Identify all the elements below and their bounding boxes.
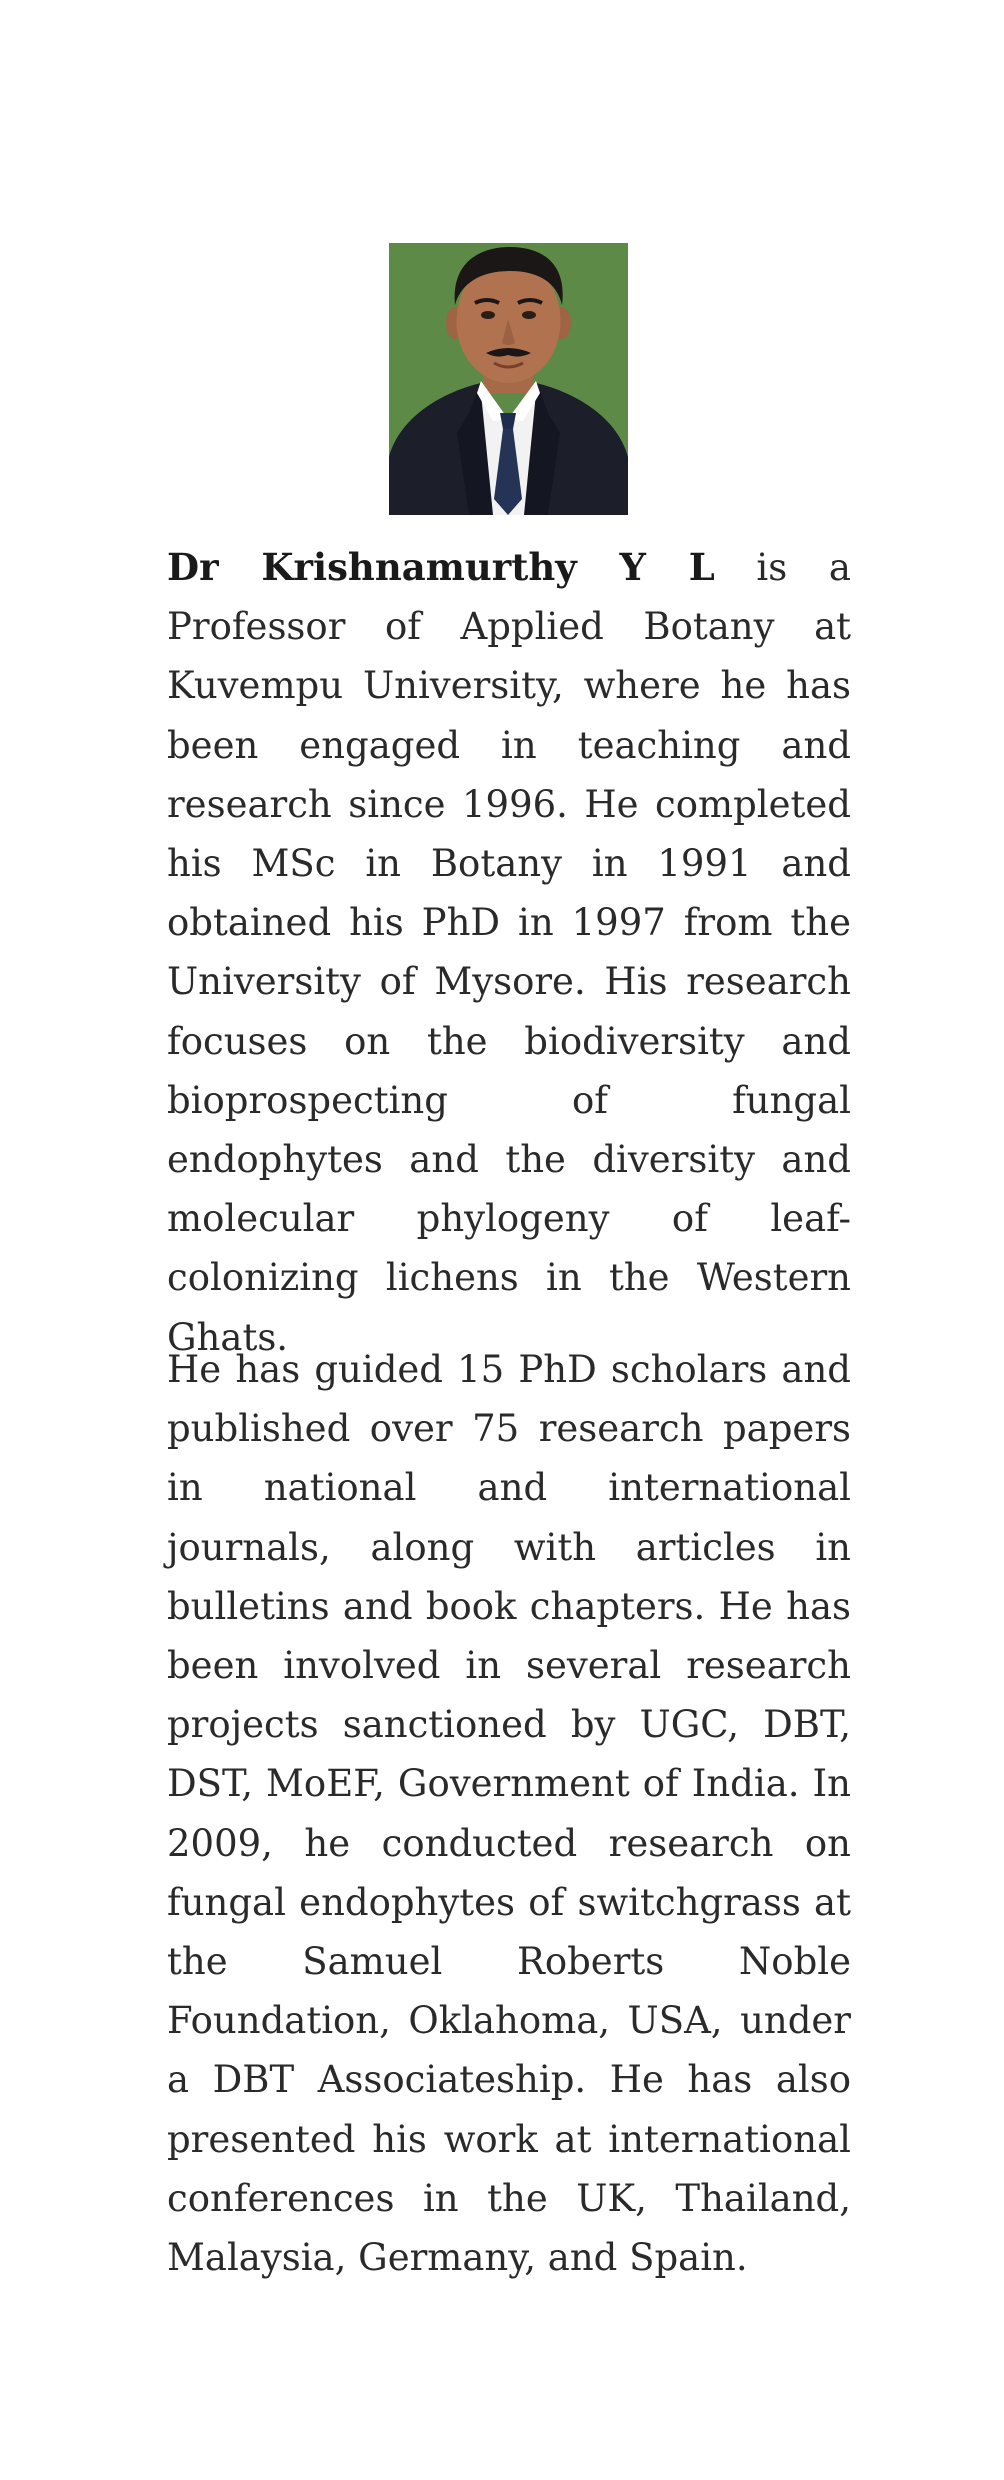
bio-paragraph-1-text: is a Professor of Applied Botany at Kuvempu University, where he has been engaged in teaching and research since 1996. He completed his MSc in Botany in 1991 and obtained his PhD in 1997 from the University of Mysore. His research focuses on the biodiversity and bioprospecting of fungal endophytes and the diversity and molecular phylogeny of leaf-colonizing lichens in the Western Ghats. — [167, 546, 851, 1359]
bio-paragraph-2: He has guided 15 PhD scholars and published over 75 research papers in national and international journals, along with articles in bulletins and book chapters. He has been involved in several research projects sanctioned by UGC, DBT, DST, MoEF, Government of India. In 2009, he conducted research on fungal endophytes of switchgrass at the Samuel Roberts Noble Foundation, Oklahoma, USA, under a DBT Associateship. He has also presented his work at international conferences in the UK, Thailand, Malaysia, Germany, and Spain. — [167, 1348, 851, 2280]
author-name: Dr Krishnamurthy Y L — [167, 545, 715, 589]
author-photo — [389, 243, 628, 515]
bio-paragraph-1 — [167, 538, 851, 1367]
